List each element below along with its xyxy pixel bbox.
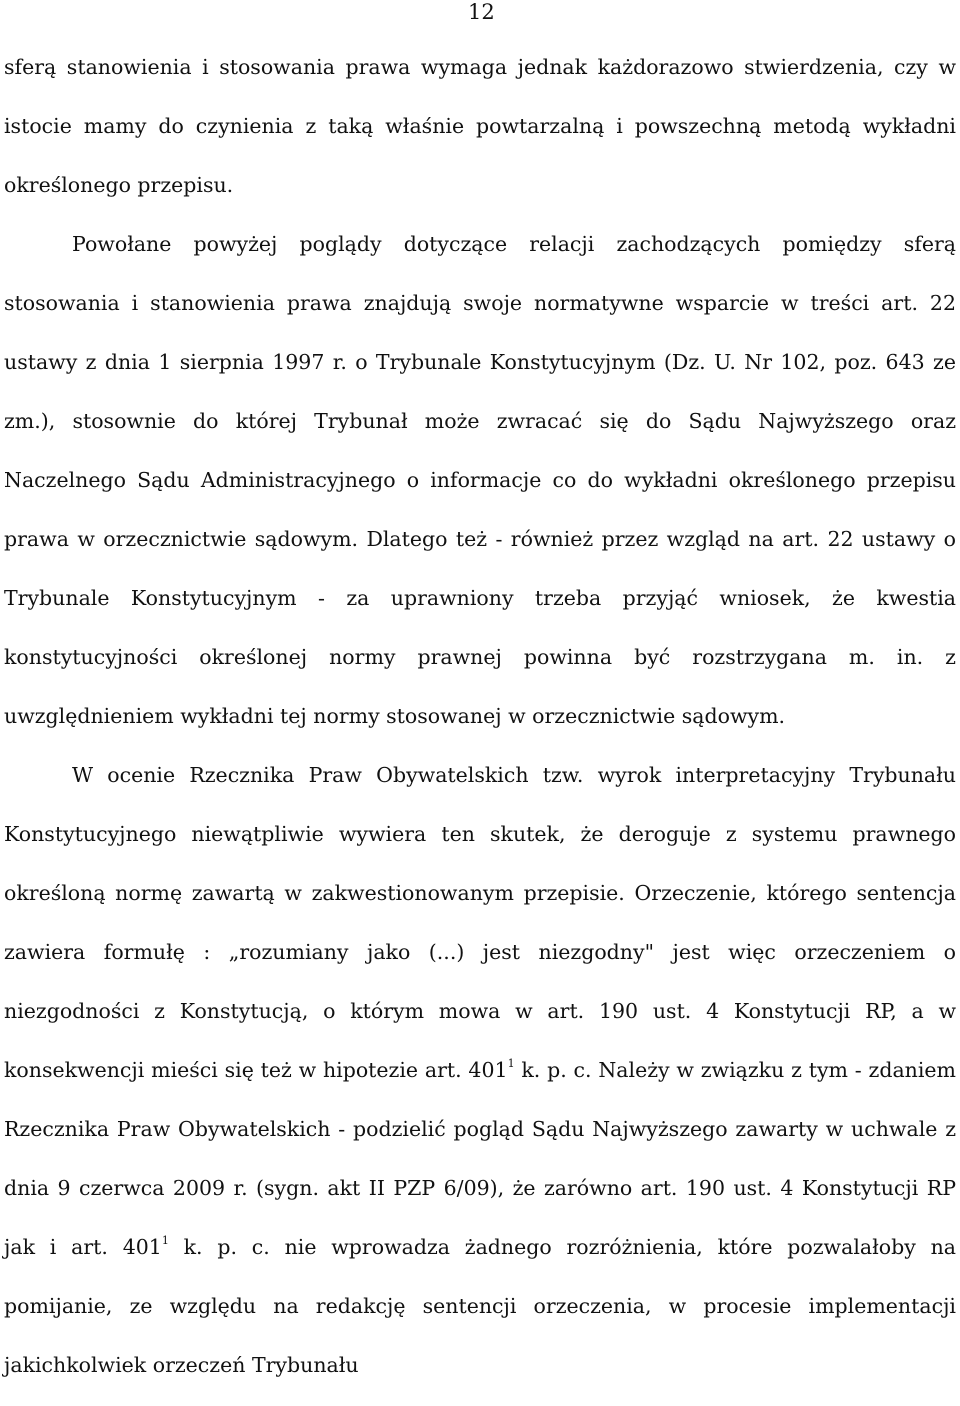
paragraph-3-part-2: k. p. c. Należy w związku z tym - zdaniem Rzecznika Praw Obywatelskich - podzielić pogląd Sądu Najwyższego zawarty w uchwale z dnia 9 czerwca 2009 r. (sygn. akt II PZP 6/09), że zarówno art. 190 ust. 4 Konstytucji RP jak i art. 401 (4, 1058, 956, 1259)
document-body (4, 38, 956, 1395)
paragraph-3-part-1: W ocenie Rzecznika Praw Obywatelskich tzw. wyrok interpretacyjny Trybunału Konstytucyjnego niewątpliwie wywiera ten skutek, że deroguje z systemu prawnego określoną normę zawartą w zakwestionowanym przepisie. Orzeczenie, którego sentencja zawiera formułę : „rozumiany jako (...) jest niezgodny" jest więc orzeczeniem o niezgodności z Konstytucją, o którym mowa w art. 190 ust. 4 Konstytucji RP, a w konsekwencji mieści się też w hipotezie art. 401 (4, 763, 956, 1082)
superscript-2: 1 (161, 1234, 169, 1247)
page-number: 12 (468, 0, 495, 24)
paragraph-1: sferą stanowienia i stosowania prawa wymaga jednak każdorazowo stwierdzenia, czy w istocie mamy do czynienia z taką właśnie powtarzalną i powszechną metodą wykładni określonego przepisu. (4, 55, 956, 197)
paragraph-2: Powołane powyżej poglądy dotyczące relacji zachodzących pomiędzy sferą stosowania i stanowienia prawa znajdują swoje normatywne wsparcie w treści art. 22 ustawy z dnia 1 sierpnia 1997 r. o Trybunale Konstytucyjnym (Dz. U. Nr 102, poz. 643 ze zm.), stosownie do której Trybunał może zwracać się do Sądu Najwyższego oraz Naczelnego Sądu Administracyjnego o informacje co do wykładni określonego przepisu prawa w orzecznictwie sądowym. Dlatego też - również przez wzgląd na art. 22 ustawy o Trybunale Konstytucyjnym - za uprawniony trzeba przyjąć wniosek, że kwestia konstytucyjności określonej normy prawnej powinna być rozstrzygana m. in. z uwzględnieniem wykładni tej normy stosowanej w orzecznictwie sądowym. (4, 232, 956, 728)
superscript-1: 1 (507, 1057, 515, 1070)
paragraph-3 (4, 746, 956, 1395)
paragraph-3-part-3: k. p. c. nie wprowadza żadnego rozróżnienia, które pozwalałoby na pomijanie, ze względu na redakcję sentencji orzeczenia, w procesie implementacji jakichkolwiek orzeczeń Trybunału (4, 1235, 957, 1377)
